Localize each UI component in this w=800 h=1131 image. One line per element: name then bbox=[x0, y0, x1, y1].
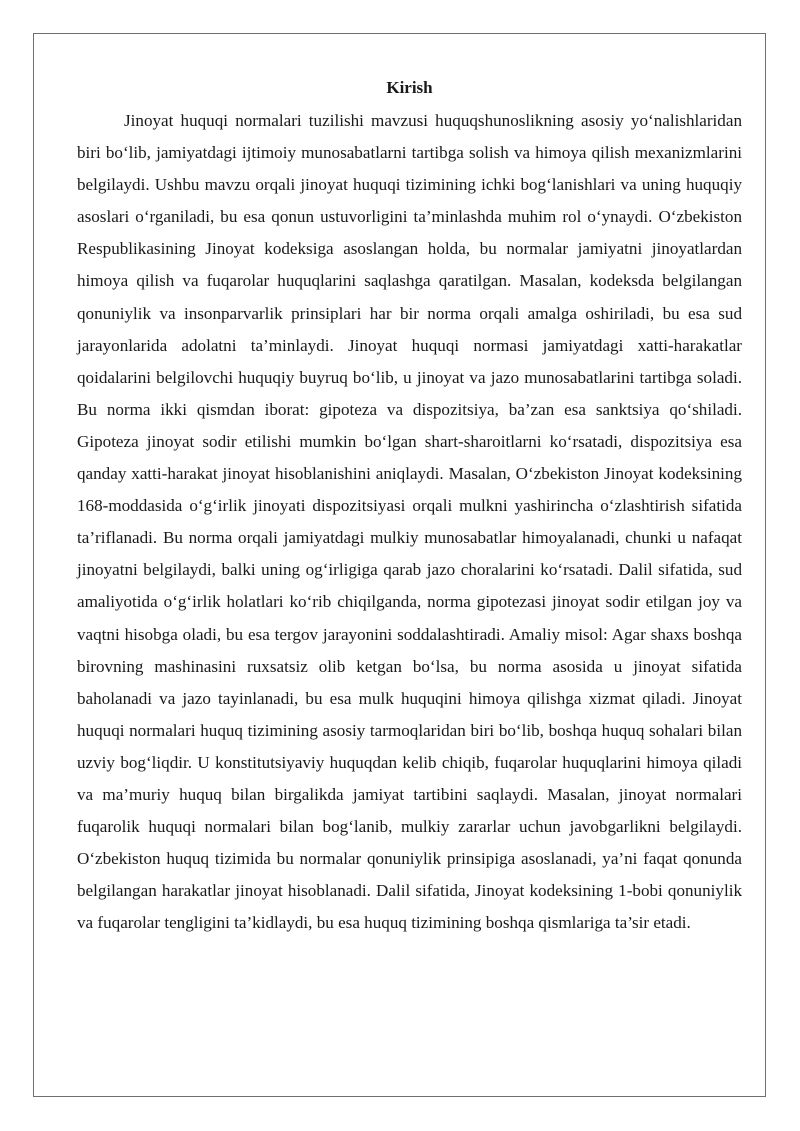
document-body bbox=[77, 76, 742, 939]
document-title: Kirish bbox=[386, 78, 433, 97]
body-paragraph: Jinoyat huquqi normalari tuzilishi mavzusi huquqshunoslikning asosiy yo‘nalishlaridan biri bo‘lib, jamiyatdagi ijtimoiy munosabatlarni tartibga solish va himoya qilish mexanizmlarini belgilaydi. Ushbu mavzu orqali jinoyat huquqi tizimining ichki bog‘lanishlari va uning huquqiy asoslari o‘rganiladi, bu esa qonun ustuvorligini ta’minlashda muhim rol o‘ynaydi. O‘zbekiston Respublikasining Jinoyat kodeksiga asoslangan holda, bu normalar jamiyatni jinoyatlardan himoya qilish va fuqarolar huquqlarini saqlashga qaratilgan. Masalan, kodeksda belgilangan qonuniylik va insonparvarlik prinsiplari har bir norma orqali amalga oshiriladi, bu esa sud jarayonlarida adolatni ta’minlaydi. Jinoyat huquqi normasi jamiyatdagi xatti-harakatlar qoidalarini belgilovchi huquqiy buyruq bo‘lib, u jinoyat va jazo munosabatlarini tartibga soladi. Bu norma ikki qismdan iborat: gipoteza va dispozitsiya, ba’zan esa sanktsiya qo‘shiladi. Gipoteza jinoyat sodir etilishi mumkin bo‘lgan shart-sharoitlarni ko‘rsatadi, dispozitsiya esa qanday xatti-harakat jinoyat hisoblanishini aniqlaydi. Masalan, O‘zbekiston Jinoyat kodeksining 168-moddasida o‘g‘irlik jinoyati dispozitsiyasi orqali mulkni yashirincha o‘zlashtirish sifatida ta’riflanadi. Bu norma orqali jamiyatdagi mulkiy munosabatlar himoyalanadi, chunki u nafaqat jinoyatni belgilaydi, balki uning og‘irligiga qarab jazo choralarini ko‘rsatadi. Dalil sifatida, sud amaliyotida o‘g‘irlik holatlari ko‘rib chiqilganda, norma gipotezasi jinoyat sodir etilgan joy va vaqtni hisobga oladi, bu esa tergov jarayonini soddalashtiradi. Amaliy misol: Agar shaxs boshqa birovning mashinasini ruxsatsiz olib ketgan bo‘lsa, bu norma asosida u jinoyat sifatida baholanadi va jazo tayinlanadi, bu esa mulk huquqini himoya qilishga xizmat qiladi. Jinoyat huquqi normalari huquq tizimining asosiy tarmoqlaridan biri bo‘lib, boshqa huquq sohalari bilan uzviy bog‘liqdir. U konstitutsiyaviy huquqdan kelib chiqib, fuqarolar huquqlarini himoya qiladi va ma’muriy huquq bilan birgalikda jamiyat tartibini saqlaydi. Masalan, jinoyat normalari fuqarolik huquqi normalari bilan bog‘lanib, mulkiy zararlar uchun javobgarlikni belgilaydi. O‘zbekiston huquq tizimida bu normalar qonuniylik prinsipiga asoslanadi, ya’ni faqat qonunda belgilangan harakatlar jinoyat hisoblanadi. Dalil sifatida, Jinoyat kodeksining 1-bobi qonuniylik va fuqarolar tengligini ta’kidlaydi, bu esa huquq tizimining boshqa qismlariga ta’sir etadi. bbox=[77, 111, 742, 933]
